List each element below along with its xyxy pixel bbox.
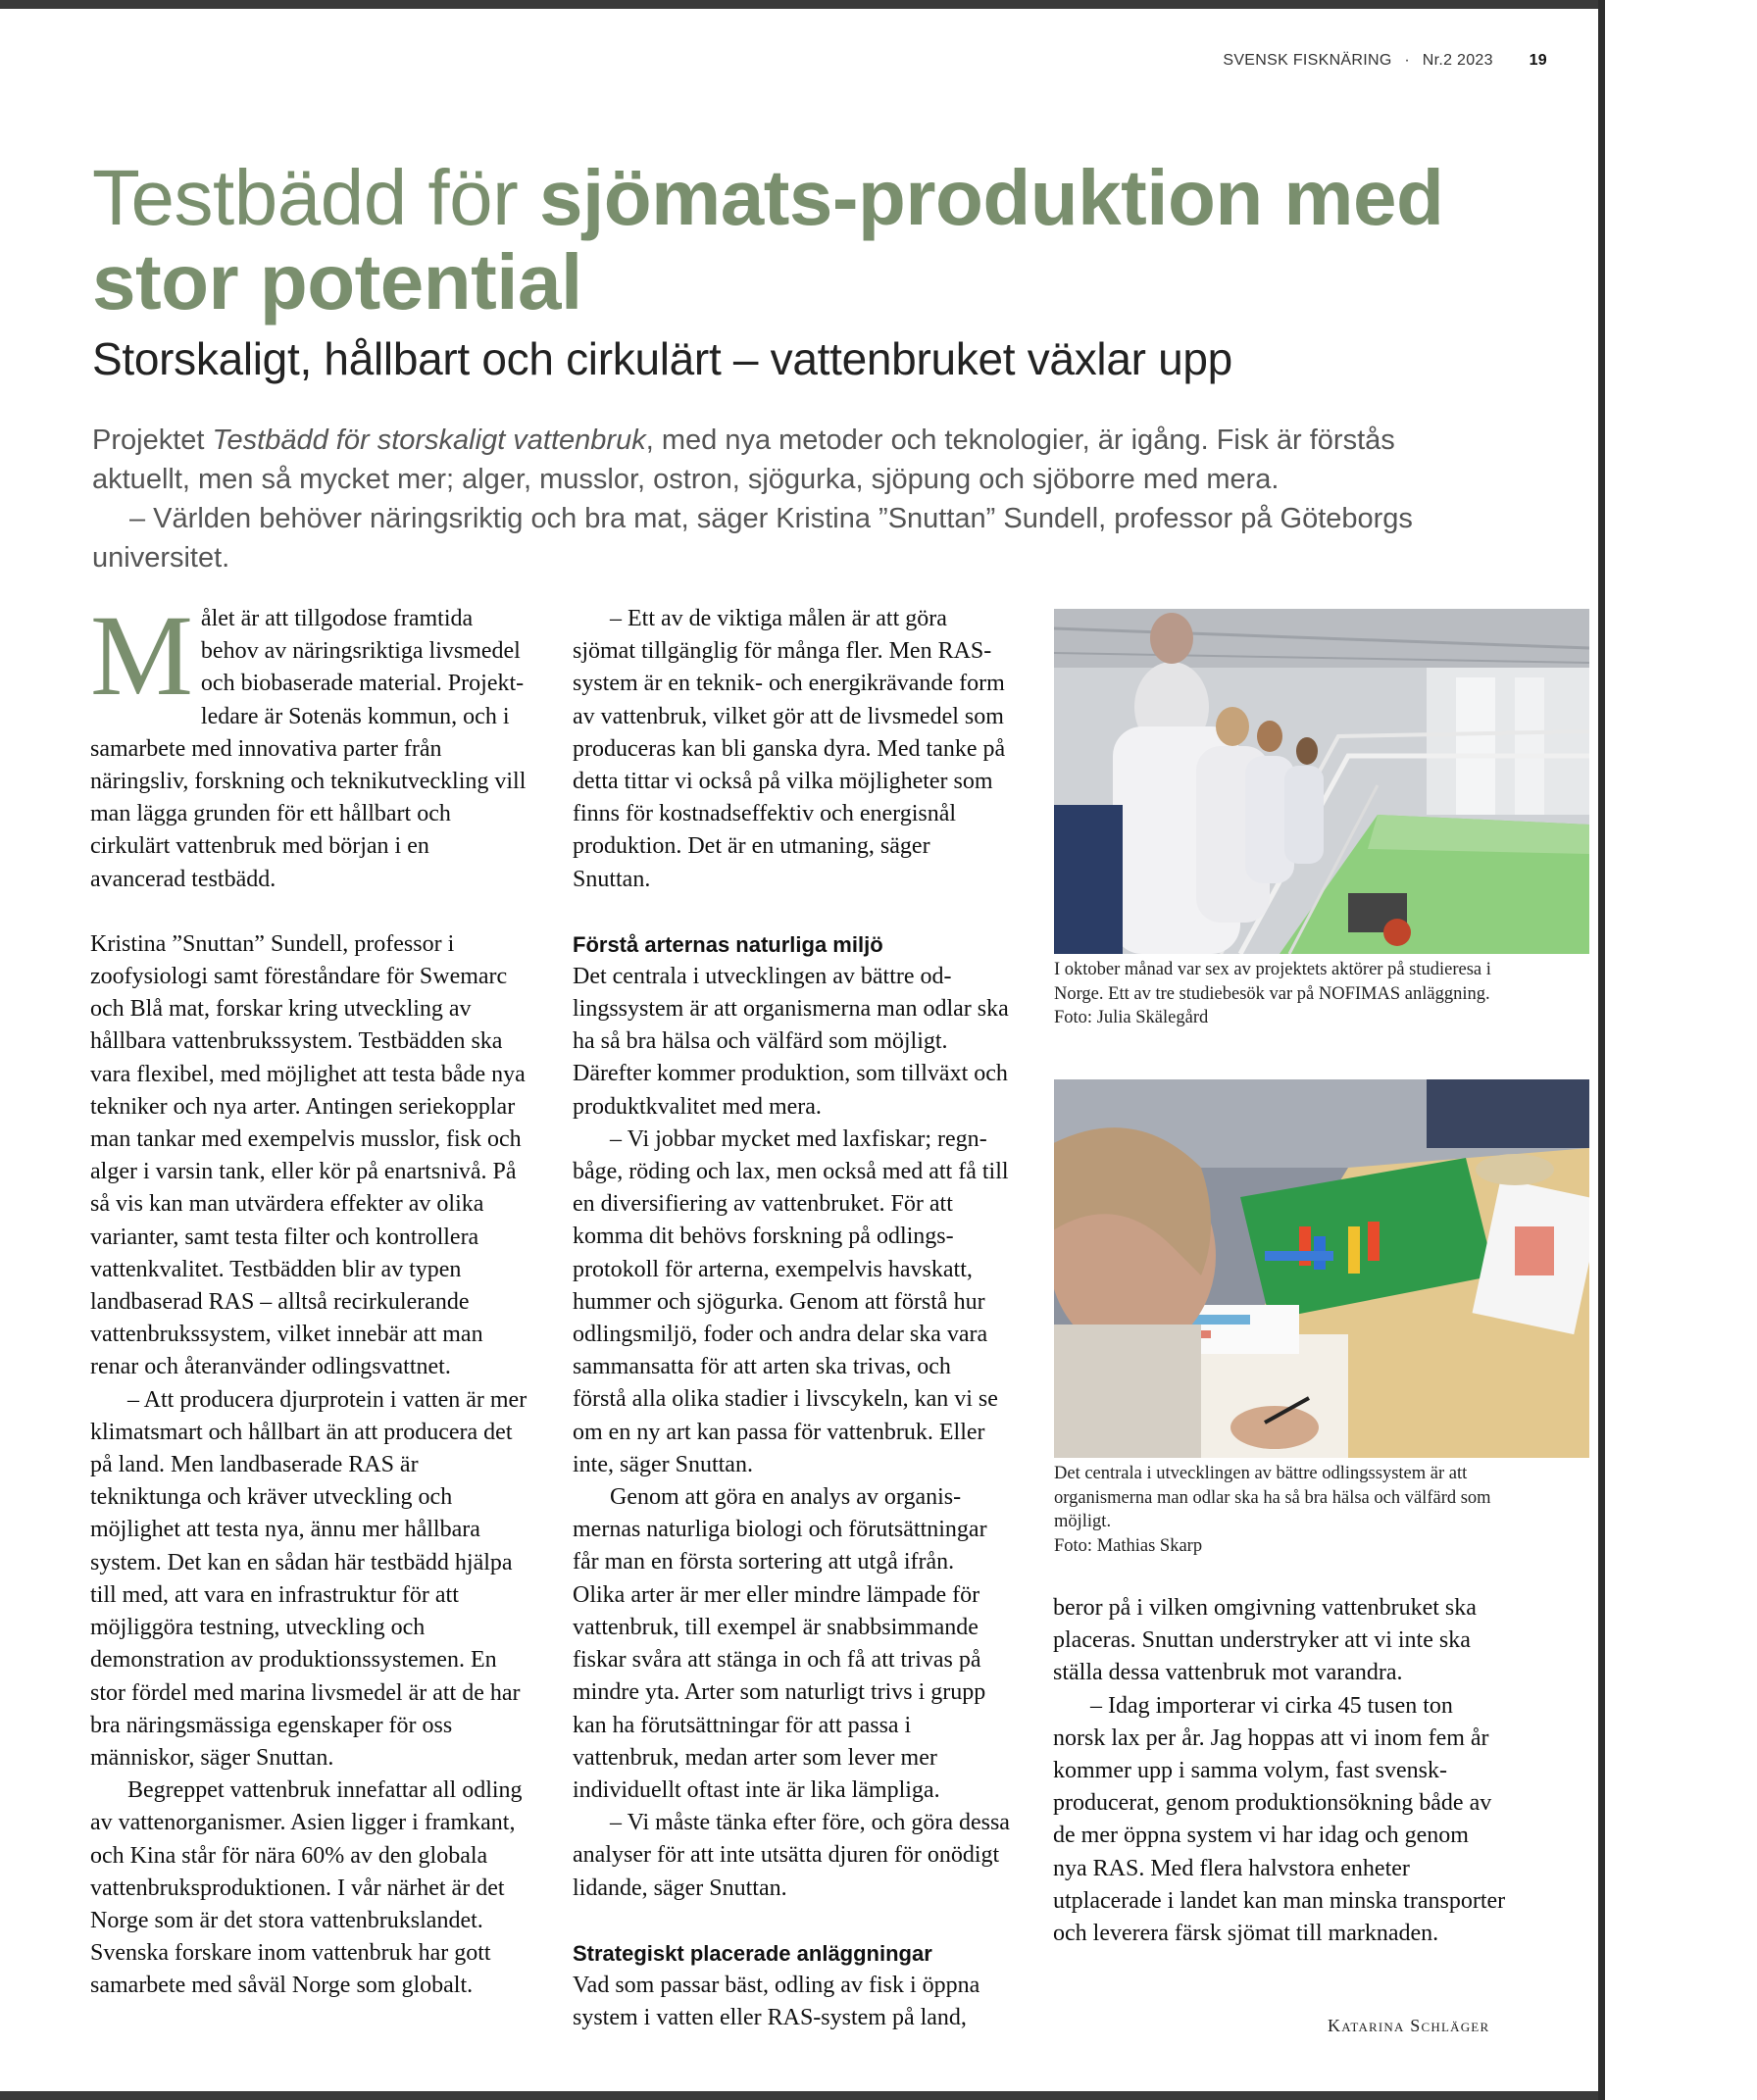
paragraph-text: ålet är att tillgodose framtida behov av näringsriktiga livsmedel och biobaserade material. Projektledare är Sotenäs kommun, och i samarbete med innovativa parter från näringsliv, forskning och teknikutveckling vill man lägga grunden för ett hållbart och cirkulärt vattenbruk med början i en avancerad testbädd. [90, 606, 527, 892]
lead-paragraph [92, 421, 1426, 499]
column-2 [573, 603, 1010, 2034]
lead-quote: – Världen behöver näringsriktig och bra mat, säger Kristina ”Snuttan” Sundell, professor på Göteborgs universitet. [92, 503, 1413, 574]
article-subtitle: Storskaligt, hållbart och cirkulärt – vattenbruket växlar upp [92, 333, 1232, 384]
caption-text: I oktober månad var sex av projektets aktörer på studieresa i Norge. Ett av tre studiebesök var på NOFIMAS anläggning. [1054, 960, 1491, 1004]
photo-workshop-caption [1054, 1462, 1515, 1558]
body-paragraph: Begreppet vattenbruk innefattar all odling av vattenorganismer. Asien ligger i framkant, och Kina står för nära 60% av den globala vattenbruksproduktionen. I vår närhet är det Norge som är det stora vattenbrukslandet. Svenska forskare inom vattenbruk har gott samarbete med såväl Norge som globalt. [90, 1777, 523, 1999]
column-1 [90, 591, 529, 2003]
body-paragraph: beror på i vilken omgivning vattenbruket ska placeras. Snuttan understryker att vi inte ska ställa dessa vattenbruk mot varandra. [1053, 1595, 1477, 1686]
body-paragraph: Vad som passar bäst, odling av fisk i öppna system i vatten eller RAS-system på land, [573, 1972, 980, 2030]
article-title [92, 156, 1445, 325]
body-paragraph: Kristina ”Snuttan” Sundell, professor i zoofysiologi samt föreståndare för Swemarc och Blå mat, forskar kring utveckling av hållbara vattenbrukssystem. Testbädden ska vara flexibel, med möjlighet att testa både nya tekniker och nya arter. Antingen seriekopplar man tankar med exempelvis musslor, fisk och alger i varsin tank, eller kör på enartsnivå. På så vis kan man utvärdera effekter av olika varianter, samt testa filter och kontrollera vattenkvalitet. Testbädden blir av typen landbaserad RAS – alltså recirkulerande vattenbrukssystem, vilket innebär att man renar och återanvänder odlingsvattnet. [90, 930, 526, 1380]
title-light: Testbädd för [92, 154, 539, 241]
viewer-margin [1598, 0, 1757, 2100]
photo-workshop-illustration [1054, 1079, 1589, 1458]
magazine-page [0, 9, 1598, 2091]
body-paragraph: Det centrala i utvecklingen av bättre odlingssystem är att organismerna man odlar ska ha så bra hälsa och välfärd som möjligt. Därefter kommer produktion, som tillväxt och produktkvalitet med mera. [573, 963, 1009, 1120]
body-paragraph: – Idag importerar vi cirka 45 tusen ton norsk lax per år. Jag hoppas att vi inom fem år kommer upp i samma volym, fast svenskproducerat, genom produktionsökning både av de mer öppna system vi har idag och genom nya RAS. Med flera halvstora enheter utplacerade i landet kan man minska transporter och leverera färsk sjömat till marknaden. [1053, 1692, 1506, 1947]
header-separator: · [1404, 52, 1410, 69]
lead-project-name: Testbädd för storskaligt vattenbruk [212, 425, 646, 456]
article-lead [92, 421, 1426, 577]
body-paragraph: – Vi jobbar mycket med laxfiskar; regnbåge, röding och lax, men också med att få till en diversifiering av vattenbruket. För att komma dit behövs forskning på odlingsprotokoll för arterna, exempelvis havskatt, hummer och sjögurka. Genom att förstå hur odlingsmiljö, foder och andra delar ska vara sammansatta för att arten ska trivas, och förstå alla olika stadier i livscykeln, kan vi se om en ny art kan passa för vattenbruk. Eller inte, säger Snuttan. [573, 1125, 1009, 1477]
caption-text: Det centrala i utvecklingen av bättre odlingssystem är att organismerna man odlar ska ha så bra hälsa och välfärd som möjligt. [1054, 1464, 1491, 1531]
body-paragraph [90, 591, 529, 896]
author-byline: Katarina Schläger [1328, 2016, 1490, 2035]
body-paragraph: – Ett av de viktiga målen är att göra sjömat tillgänglig för många fler. Men RAS-system är en teknik- och energikrävande form av vattenbruk, vilket gör att de livsmedel som produceras kan bli ganska dyra. Med tanke på detta tittar vi också på vilka möjligheter som finns för kostnadseffektiv och energisnål produktion. Det är en utmaning, säger Snuttan. [573, 606, 1006, 892]
body-paragraph: – Att producera djurprotein i vatten är mer klimatsmart och hållbart än att producera det på land. Men landbaserade RAS är tekniktunga och kräver utveckling och möjlighet att testa nya, ännu mer hållbara system. Det kan en sådan här testbädd hjälpa till med, att vara en infrastruktur för att möjliggöra testning, utveckling och demonstration av produktionssystemen. En stor fördel med marina livsmedel är att de har bra näringsmässiga egenskaper för oss människor, säger Snuttan. [90, 1386, 527, 1771]
photo-workshop [1054, 1079, 1589, 1458]
photo-credit: Foto: Julia Skälegård [1054, 1008, 1209, 1027]
lead-text-pre: Projektet [92, 425, 213, 456]
drop-cap: M [90, 591, 193, 720]
photo-study-visit-caption [1054, 958, 1515, 1030]
photo-study-visit [1054, 609, 1589, 954]
photo-credit: Foto: Mathias Skarp [1054, 1535, 1203, 1556]
photo-study-visit-illustration [1054, 609, 1589, 954]
page-number: 19 [1529, 52, 1547, 69]
body-paragraph: – Vi måste tänka efter före, och göra dessa analyser för att inte utsätta djuren för onödigt lidande, säger Snuttan. [573, 1810, 1010, 1901]
section-heading: Strategiskt placerade anläggningar [573, 1940, 932, 1966]
column-3 [1053, 1592, 1506, 1950]
body-paragraph: Genom att göra en analys av organismernas naturliga biologi och förutsättningar får man en första sortering att utgå ifrån. Olika arter är mer eller mindre lämpade för vattenbruk, till exempel är snabbsimmande fiskar svåra att stänga in och få att trivas på mindre yta. Arter som naturligt trivs i grupp kan ha förutsättningar för att passa i vattenbruk, medan arter som lever mer individuellt oftast inte är lika lämpliga. [573, 1484, 987, 1803]
publication-name: SVENSK FISKNÄRING [1223, 52, 1392, 69]
section-heading: Förstå arternas naturliga miljö [573, 931, 883, 957]
page-header [1223, 52, 1547, 70]
lead-text-post: , med nya metoder och teknologier, är igång. Fisk är förstås aktuellt, men så mycket mer; alger, musslor, ostron, sjögurka, sjöpung och sjöborre med mera. [92, 425, 1395, 495]
issue-label: Nr.2 2023 [1422, 52, 1493, 69]
title-bold: sjömats-produktion med stor potential [92, 154, 1444, 325]
